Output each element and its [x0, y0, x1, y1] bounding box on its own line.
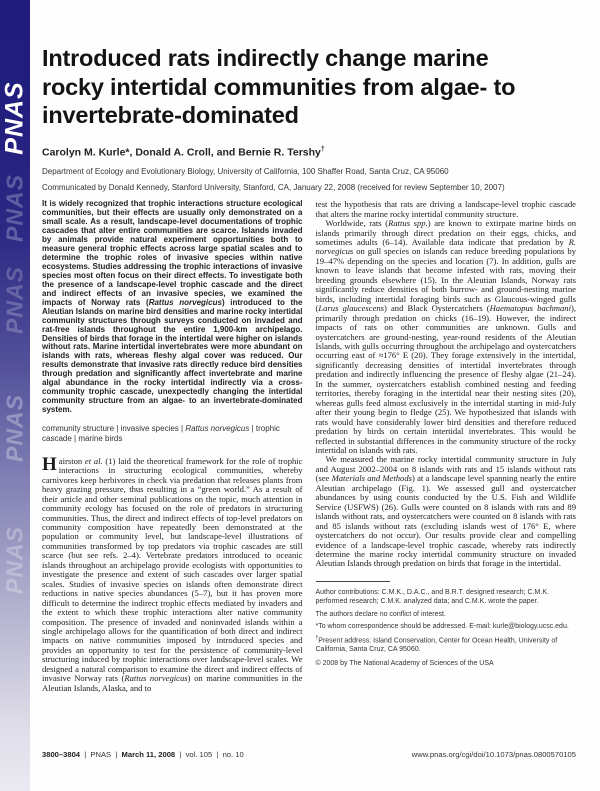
page-footer [42, 750, 576, 759]
pnas-logo-vertical: PNAS [0, 81, 29, 155]
communicated-line: Communicated by Donald Kennedy, Stanford University, Stanford, CA, January 22, 2008 (received for review September 10, 2007) [42, 183, 505, 193]
two-column-body [42, 200, 576, 693]
footnote-conflict: The authors declare no conflict of interest. [315, 610, 446, 618]
body-paragraph: test the hypothesis that rats are driving a landscape-level trophic cascade that alters the marine rocky intertidal community structure. [315, 199, 576, 219]
article-content [42, 0, 576, 693]
article-title: Introduced rats indirectly change marine rocky intertidal communities from algae- to invertebrate-dominated [42, 45, 516, 129]
footnote-author-contributions: Author contributions: C.M.K., D.A.C., and B.R.T. designed research; C.M.K. performed research; C.M.K. analyzed data; and C.M.K. wrote the paper. [315, 588, 549, 605]
keywords-line: community structure | invasive species | Rattus norvegicus | trophic cascade | marine birds [42, 424, 280, 444]
body-paragraph: We measured the marine rocky intertidal community structure in July and August 2002–2004 on 8 islands with rats and 15 islands without rats (see Materials and Methods) at a landscape level spanning nearly the entire Aleutian archipelago (Fig. 1). We assessed gull and oystercatcher abundances by using counts conducted by the U.S. Fish and Wildlife Service (USFWS) (26). Gulls were counted on 8 islands with rats and 89 islands without rats, and oystercatchers were counted on 8 islands with rats and 85 islands without rats (excluding islands west of 176° E, where oystercatchers do not occur). Our results provide clear and compelling evidence of a landscape-level trophic cascade, whereby rats indirectly determine the marine rocky intertidal community structure on invaded Aleutian Islands through predation on birds that forage in the intertidal. [315, 454, 577, 569]
footer-doi-url: www.pnas.org/cgi/doi/10.1073/pnas.0800570105 [411, 750, 576, 759]
body-paragraph: Worldwide, rats (Rattus spp.) are known to extirpate marine birds on islands primarily through direct predation on their eggs, chicks, and sometimes adults (6–14). Available data indicate that predation by R. norvegicus on gull species on islands can reduce breeding populations by 19–47% depending on the species and location (7). In addition, gulls are known to leave islands that become infested with rats, moving their breeding grounds elsewhere (15). In the Aleutian Islands, Norway rats significantly reduce densities of both burrow- and ground-nesting marine birds, including intertidal foraging birds such as Glaucous-winged gulls (Larus glaucescens) and Black Oystercatchers (Haematopus bachmani), primarily through predation on chicks (16–19). However, the indirect impacts of rats on other communities are unknown. Gulls and oystercatchers are ground-nesting, year-round residents of the Aleutian Islands, with gulls occurring throughout the archipelago and oystercatchers occurring east of ≈176° E (20). They forage extensively in the intertidal, significantly decreasing densities of intertidal invertebrates through predation and indirectly influencing the presence of fleshy algae (21–24). In the summer, oystercatchers establish combined nesting and feeding territories, thereby foraging in the intertidal near their nesting sites (20), whereas gulls feed almost exclusively in the intertidal starting in mid-July after their young begin to fledge (25). We hypothesized that islands with rats would have considerably lower bird densities and therefore reduced predation by birds on certain intertidal invertebrates. This would be reflected in substantial differences in the community structure of the rocky intertidal on islands with rats. [315, 218, 577, 455]
pnas-logo-watermark: PNAS [1, 266, 28, 334]
left-column [42, 200, 303, 693]
right-column [316, 200, 577, 693]
footer-citation: 3800–3804 | PNAS | March 11, 2008 | vol. 105 | no. 10 [42, 750, 244, 759]
pnas-logo-watermark: PNAS [1, 394, 28, 462]
drop-cap: H [42, 453, 57, 475]
footnote-separator [316, 581, 390, 582]
footnote-correspondence: *To whom correspondence should be addressed. E-mail: kurle@biology.ucsc.edu. [315, 623, 569, 631]
footnote-copyright: © 2008 by The National Academy of Sciences of the USA [315, 660, 494, 668]
pnas-brand-strip [0, 0, 30, 791]
author-line: Carolyn M. Kurle*, Donald A. Croll, and Bernie R. Tershy† [42, 145, 325, 159]
body-paragraph-text: airston et al. (1) laid the theoretical framework for the role of trophic interactions in structuring ecological communities, whereby carnivores keep herbivores in check via predation that releases plants from heavy grazing pressure, thus resulting in a “green world.” As a result of their article and other seminal publications on the topic, much attention in community ecology has focused on the role of predators in structuring communities. Thus, the direct and indirect effects of top-level predators on community composition have repeatedly been demonstrated at the population or community level, but landscape-level illustrations of communities transformed by top predators via trophic cascades are still scarce (but see refs. 2–4). Vertebrate predators introduced to oceanic islands throughout an archipelago provide ecologists with opportunities to investigate the presence and extent of such cascades over larger spatial scales. Studies of invasive species on islands often demonstrate direct reductions in native species abundances (5–7), but it has proven more difficult to determine the indirect trophic effects mediated by invaders and the extent to which these trophic interactions alter native community composition. The presence of invaded and noninvaded islands within a single archipelago allows for the quantification of both direct and indirect impacts on native communities imposed by introduced species and provides an opportunity to test for the persistence of community-level structuring induced by trophic interactions over landscape-level scales. We designed a natural comparison to examine the direct and indirect effects of invasive Norway rats (Rattus norvegicus) on marine communities in the Aleutian Islands, Alaska, and to [42, 455, 303, 693]
pnas-logo-watermark: PNAS [1, 526, 28, 594]
affiliation-line: Department of Ecology and Evolutionary Biology, University of California, 100 Shaffer Road, Santa Cruz, CA 95060 [42, 167, 449, 177]
body-paragraph [42, 453, 303, 693]
abstract: It is widely recognized that trophic interactions structure ecological communities, but their effects are usually only demonstrated on a small scale. As a result, landscape-level documentations of trophic cascades that alter entire communities are scarce. Islands invaded by animals provide natural experiment opportunities both to measure general trophic effects across large spatial scales and to determine the trophic roles of invasive species within native ecosystems. Studies addressing the trophic interactions of invasive species most often focus on their direct effects. To investigate both the presence of a landscape-level trophic cascade and the direct and indirect effects of an invasive species, we examined the impacts of Norway rats (Rattus norvegicus) introduced to the Aleutian Islands on marine bird densities and marine rocky intertidal community structures through surveys conducted on invaded and rat-free islands throughout the entire 1,900-km archipelago. Densities of birds that forage in the intertidal were higher on islands without rats. Marine intertidal invertebrates were more abundant on islands with rats, whereas fleshy algal cover was reduced. Our results demonstrate that invasive rats directly reduce bird densities through predation and significantly affect invertebrate and marine algal abundance in the rocky intertidal indirectly via a cross-community trophic cascade, unexpectedly changing the intertidal community structure from an algae- to an invertebrate-dominated system. [42, 199, 303, 415]
pnas-logo-watermark: PNAS [1, 174, 28, 242]
footnote-present-address: †Present address: Island Conservation, Center for Ocean Health, University of California, Santa Cruz, CA 95060. [315, 634, 558, 654]
